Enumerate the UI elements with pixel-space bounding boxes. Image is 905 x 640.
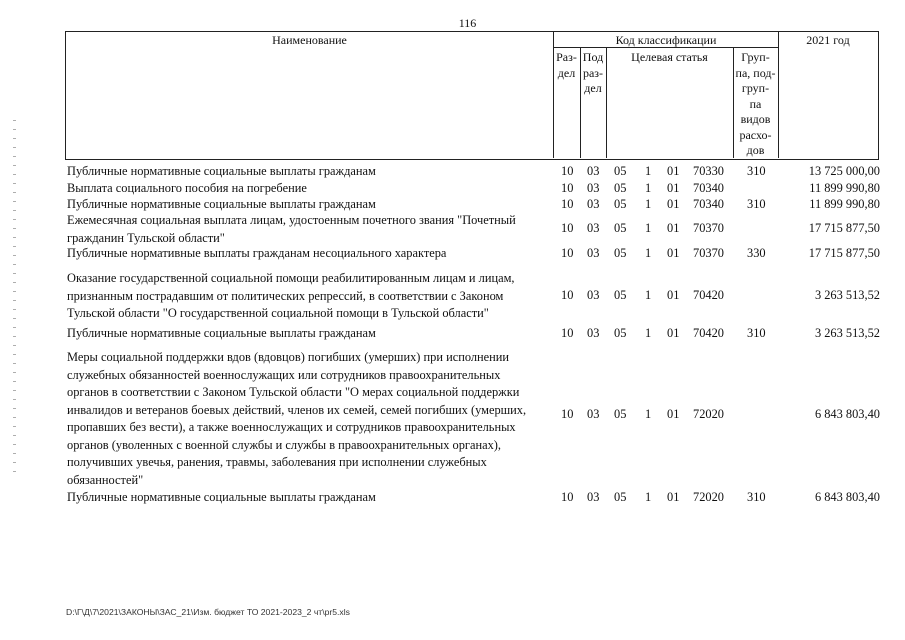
row-target-part: 72020 [693, 407, 724, 421]
row-target-part: 05 [614, 326, 627, 340]
scan-margin-dots [13, 120, 16, 480]
header-group-line: Груп- [741, 50, 770, 64]
row-target-part: 70370 [693, 221, 724, 235]
row-target-part: 1 [645, 181, 652, 195]
file-path-footer: D:\Г\Д\7\2021\ЗАКОНЫ\ЗАС_21\Изм. бюджет ТО 2021-2023_2 чт\pr5.xls [66, 607, 350, 617]
row-target-part: 72020 [693, 490, 724, 504]
row-sum: 3 263 513,52 [814, 288, 880, 302]
row-target-part: 01 [667, 246, 680, 260]
header-group-line: па, под- [735, 65, 776, 80]
header-group-line: дов [746, 143, 765, 157]
header-year: 2021 год [806, 33, 850, 47]
row-vid: 310 [747, 490, 766, 504]
header-target: Целевая статья [631, 50, 708, 64]
row-razdel: 10 [561, 221, 574, 235]
header-divider [778, 31, 779, 158]
row-target-part: 01 [667, 221, 680, 235]
row-sum: 17 715 877,50 [808, 221, 880, 235]
row-target-part: 01 [667, 407, 680, 421]
row-podrazdel: 03 [587, 407, 600, 421]
row-target-part: 01 [667, 326, 680, 340]
row-target-part: 05 [614, 164, 627, 178]
row-target-part: 05 [614, 221, 627, 235]
row-razdel: 10 [561, 197, 574, 211]
row-sum: 6 843 803,40 [814, 407, 880, 421]
row-vid: 310 [747, 164, 766, 178]
row-target-part: 1 [645, 197, 652, 211]
row-sum: 17 715 877,50 [808, 246, 880, 260]
header-group-line: видов [740, 112, 771, 126]
row-razdel: 10 [561, 181, 574, 195]
row-target-part: 70420 [693, 326, 724, 340]
row-name: Публичные нормативные социальные выплаты гражданам [67, 197, 376, 211]
header-code: Код классификации [615, 33, 717, 47]
row-target-part: 01 [667, 164, 680, 178]
row-target-part: 1 [645, 326, 652, 340]
row-vid: 310 [747, 326, 766, 340]
header-podrazdel [580, 50, 606, 97]
row-target-part: 05 [614, 288, 627, 302]
header-podrazdel-line: Под [582, 50, 604, 64]
row-target-part: 01 [667, 490, 680, 504]
row-target-part: 05 [614, 246, 627, 260]
row-target-part: 05 [614, 407, 627, 421]
row-target-part: 70370 [693, 246, 724, 260]
row-sum: 6 843 803,40 [814, 490, 880, 504]
row-target-part: 01 [667, 181, 680, 195]
row-podrazdel: 03 [587, 221, 600, 235]
row-target-part: 05 [614, 181, 627, 195]
row-target-part: 70420 [693, 288, 724, 302]
header-group-line: расхо- [739, 127, 772, 142]
row-name: Оказание государственной социальной помощи реабилитированным лицам и лицам, признанным пострадавшим от политических репрессий, в соответствии с Законом Тульской области "О государственной социальной помощи в Тульской области" [67, 271, 515, 320]
header-name: Наименование [272, 33, 347, 47]
row-name: Публичные нормативные социальные выплаты гражданам [67, 326, 376, 340]
row-vid: 330 [747, 246, 766, 260]
header-group-line: па [749, 96, 762, 111]
row-target-part: 01 [667, 197, 680, 211]
row-razdel: 10 [561, 164, 574, 178]
row-name: Публичные нормативные социальные выплаты гражданам [67, 164, 376, 178]
row-podrazdel: 03 [587, 288, 600, 302]
row-target-part: 1 [645, 246, 652, 260]
header-podrazdel-line: дел [584, 81, 602, 95]
row-name: Выплата социального пособия на погребение [67, 181, 307, 195]
row-target-part: 1 [645, 407, 652, 421]
row-target-part: 70330 [693, 164, 724, 178]
row-razdel: 10 [561, 326, 574, 340]
page-number: 116 [458, 16, 477, 30]
row-razdel: 10 [561, 407, 574, 421]
header-razdel [553, 50, 580, 81]
row-razdel: 10 [561, 246, 574, 260]
row-vid: 310 [747, 197, 766, 211]
row-target-part: 1 [645, 288, 652, 302]
row-name: Публичные нормативные социальные выплаты гражданам [67, 490, 376, 504]
row-sum: 3 263 513,52 [814, 326, 880, 340]
row-name: Публичные нормативные выплаты гражданам несоциального характера [67, 246, 447, 260]
row-podrazdel: 03 [587, 197, 600, 211]
row-name: Меры социальной поддержки вдов (вдовцов) погибших (умерших) при исполнении служебных обязанностей военнослужащих или сотрудников правоохранительных органов в соответствии с Законом Тульской области "О мерах социальной поддержки инвалидов и ветеранов боевых действий, членов их семей, семей погибших (умерших, пропавших без вести), а также военнослужащих и сотрудников правоохранительных органов (уволенных с военной службы и службы в правоохранительных органах), получивших увечья, ранения, травмы, заболевания при исполнении служебных обязанностей" [67, 350, 527, 487]
row-sum: 11 899 990,80 [809, 197, 880, 211]
row-sum: 13 725 000,00 [808, 164, 880, 178]
header-group [733, 50, 778, 159]
row-razdel: 10 [561, 288, 574, 302]
row-target-part: 01 [667, 288, 680, 302]
row-razdel: 10 [561, 490, 574, 504]
row-name: Ежемесячная социальная выплата лицам, удостоенным почетного звания "Почетный гражданин Тульской области" [67, 213, 516, 245]
header-razdel-line: Раз- [556, 50, 577, 64]
row-sum: 11 899 990,80 [809, 181, 880, 195]
row-target-part: 05 [614, 490, 627, 504]
row-podrazdel: 03 [587, 164, 600, 178]
row-target-part: 1 [645, 221, 652, 235]
row-podrazdel: 03 [587, 181, 600, 195]
header-razdel-line: дел [557, 65, 576, 80]
row-podrazdel: 03 [587, 326, 600, 340]
header-podrazdel-line: раз- [582, 65, 604, 80]
row-target-part: 1 [645, 164, 652, 178]
row-podrazdel: 03 [587, 246, 600, 260]
row-podrazdel: 03 [587, 490, 600, 504]
row-target-part: 70340 [693, 181, 724, 195]
row-target-part: 1 [645, 490, 652, 504]
header-group-line: груп- [741, 81, 770, 95]
row-target-part: 70340 [693, 197, 724, 211]
row-target-part: 05 [614, 197, 627, 211]
